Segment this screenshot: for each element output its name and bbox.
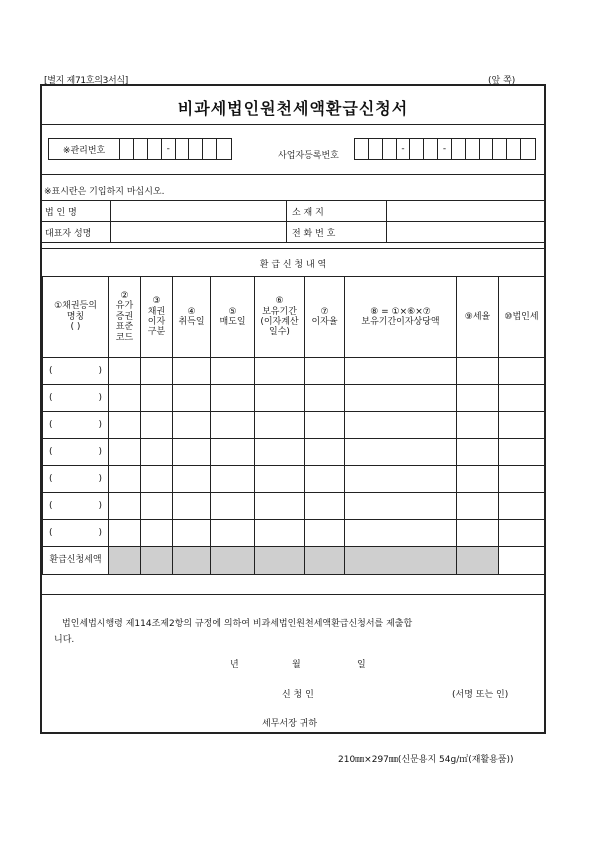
bond-name-cell[interactable]: ( ) (43, 439, 109, 466)
divider (42, 174, 544, 175)
corp-name-label: 법 인 명 (45, 208, 77, 218)
shaded-cell (173, 547, 211, 575)
shaded-cell (109, 547, 141, 575)
table-cell[interactable] (457, 385, 499, 412)
shaded-cell (255, 547, 305, 575)
bizreg-digit[interactable] (507, 139, 521, 159)
table-row (43, 493, 545, 520)
bond-name-cell[interactable]: ( ) (43, 412, 109, 439)
mgmt-digit[interactable] (189, 139, 203, 159)
table-cell[interactable] (345, 385, 457, 412)
refund-form (40, 84, 546, 734)
table-row (43, 520, 545, 547)
bizreg-digit[interactable] (383, 139, 397, 159)
shaded-cell (457, 547, 499, 575)
form-number: [별지 제71호의3서식] (44, 76, 129, 86)
col-sell-date: ⑤ 매도일 (211, 277, 255, 358)
bond-name-cell[interactable]: ( ) (43, 466, 109, 493)
table-cell[interactable] (109, 520, 141, 547)
table-cell[interactable] (345, 493, 457, 520)
table-cell[interactable] (109, 385, 141, 412)
bizreg-digit[interactable] (369, 139, 383, 159)
refund-details-table (42, 276, 545, 575)
bizreg-dash: - (438, 139, 452, 159)
shaded-cell (305, 547, 345, 575)
total-row (43, 547, 545, 575)
total-label: 환급신청세액 (43, 547, 109, 575)
divider (386, 200, 387, 242)
table-cell[interactable] (211, 358, 255, 385)
table-cell[interactable] (255, 466, 305, 493)
table-cell[interactable] (255, 439, 305, 466)
table-cell[interactable] (211, 520, 255, 547)
page-side-label: (앞 쪽) (488, 76, 516, 86)
table-cell[interactable] (173, 520, 211, 547)
applicant-label: 신 청 인 (282, 690, 314, 700)
table-cell[interactable] (211, 412, 255, 439)
col-corp-tax: ⑩법인세 (499, 277, 545, 358)
table-cell[interactable] (141, 385, 173, 412)
mgmt-digit[interactable] (148, 139, 162, 159)
mgmt-digit[interactable] (120, 139, 134, 159)
table-cell[interactable] (109, 358, 141, 385)
table-cell[interactable] (499, 412, 545, 439)
bond-name-cell[interactable]: ( ) (43, 358, 109, 385)
total-tax-input[interactable] (499, 547, 545, 575)
divider (110, 200, 111, 242)
table-cell[interactable] (255, 520, 305, 547)
table-cell[interactable] (499, 466, 545, 493)
table-cell[interactable] (499, 439, 545, 466)
bond-name-cell[interactable]: ( ) (43, 385, 109, 412)
table-cell[interactable] (499, 385, 545, 412)
col-bond-name: ①채권등의 명칭 ( ) (43, 277, 109, 358)
table-cell[interactable] (457, 466, 499, 493)
table-cell[interactable] (457, 493, 499, 520)
table-cell[interactable] (457, 412, 499, 439)
table-cell[interactable] (109, 439, 141, 466)
table-cell[interactable] (141, 466, 173, 493)
table-cell[interactable] (141, 439, 173, 466)
divider (42, 594, 544, 595)
table-cell[interactable] (173, 439, 211, 466)
mgmt-digit[interactable] (176, 139, 190, 159)
mgmt-digit[interactable] (203, 139, 217, 159)
table-cell[interactable] (141, 412, 173, 439)
table-row (43, 358, 545, 385)
mgmt-dash: - (162, 139, 176, 159)
declaration-line-1: 법인세법시행령 제114조제2항의 규정에 의하여 비과세법인원천세액환급신청서를 제출합 (62, 619, 413, 629)
table-cell[interactable] (499, 520, 545, 547)
col-security-code: ② 유가 증권 표준 코드 (109, 277, 141, 358)
table-cell[interactable] (255, 385, 305, 412)
table-cell[interactable] (499, 358, 545, 385)
col-interest-type: ③ 채권 이자 구분 (141, 277, 173, 358)
table-row (43, 412, 545, 439)
location-label: 소 재 지 (292, 208, 324, 218)
table-cell[interactable] (109, 466, 141, 493)
bizreg-dash: - (397, 139, 411, 159)
table-cell[interactable] (499, 493, 545, 520)
col-tax-rate: ⑨세율 (457, 277, 499, 358)
form-title: 비과세법인원천세액환급신청서 (177, 99, 409, 118)
bond-name-cell[interactable]: ( ) (43, 520, 109, 547)
mgmt-number-label: ※관리번호 (49, 139, 120, 159)
col-holding-period: ⑥ 보유기간 (이자계산 일수) (255, 277, 305, 358)
bizreg-number-field[interactable] (354, 138, 536, 160)
table-cell[interactable] (305, 466, 345, 493)
rep-name-label: 대표자 성명 (45, 229, 92, 239)
table-cell[interactable] (173, 466, 211, 493)
table-cell[interactable] (345, 358, 457, 385)
divider (42, 248, 544, 249)
divider (42, 124, 544, 125)
bizreg-label: 사업자등록번호 (278, 151, 339, 161)
table-cell[interactable] (305, 358, 345, 385)
table-cell[interactable] (305, 520, 345, 547)
table-cell[interactable] (305, 385, 345, 412)
section-title: 환 급 신 청 내 역 (259, 260, 327, 270)
bizreg-digit[interactable] (410, 139, 424, 159)
table-cell[interactable] (255, 358, 305, 385)
mgmt-digit[interactable] (134, 139, 148, 159)
table-cell[interactable] (211, 493, 255, 520)
table-cell[interactable] (211, 466, 255, 493)
table-cell[interactable] (211, 439, 255, 466)
bond-name-cell[interactable]: ( ) (43, 493, 109, 520)
bizreg-digit[interactable] (466, 139, 480, 159)
col-interest-rate: ⑦ 이자율 (305, 277, 345, 358)
table-cell[interactable] (141, 520, 173, 547)
divider (42, 221, 544, 222)
addressee: 세무서장 귀하 (262, 719, 318, 729)
phone-label: 전 화 번 호 (292, 229, 336, 239)
col-acquire-date: ④ 취득일 (173, 277, 211, 358)
table-cell[interactable] (173, 358, 211, 385)
divider (286, 200, 287, 242)
table-cell[interactable] (305, 412, 345, 439)
divider (42, 242, 544, 243)
table-cell[interactable] (305, 439, 345, 466)
table-row (43, 385, 545, 412)
date-month: 월 (292, 660, 301, 670)
shaded-cell (141, 547, 173, 575)
bizreg-digit[interactable] (452, 139, 466, 159)
table-row (43, 466, 545, 493)
date-day: 일 (357, 660, 366, 670)
table-cell[interactable] (211, 385, 255, 412)
table-cell[interactable] (345, 520, 457, 547)
shaded-cell (211, 547, 255, 575)
declaration-line-2: 니다. (54, 635, 75, 645)
table-cell[interactable] (457, 358, 499, 385)
bizreg-digit[interactable] (355, 139, 369, 159)
divider (42, 200, 544, 201)
bizreg-digit[interactable] (493, 139, 507, 159)
table-cell[interactable] (173, 412, 211, 439)
col-interest-amount: ⑧ = ①×⑥×⑦ 보유기간이자상당액 (345, 277, 457, 358)
mgmt-number-field[interactable] (48, 138, 232, 160)
table-cell[interactable] (345, 439, 457, 466)
table-cell[interactable] (255, 412, 305, 439)
table-cell[interactable] (345, 466, 457, 493)
table-cell[interactable] (457, 520, 499, 547)
bizreg-digit[interactable] (480, 139, 494, 159)
table-header-row (43, 277, 545, 358)
bizreg-digit[interactable] (424, 139, 438, 159)
table-cell[interactable] (141, 493, 173, 520)
table-cell[interactable] (173, 385, 211, 412)
notice-text: ※표시란은 기입하지 마십시오. (44, 187, 165, 197)
shaded-cell (345, 547, 457, 575)
table-cell[interactable] (305, 493, 345, 520)
signature-label: (서명 또는 인) (452, 690, 509, 700)
table-cell[interactable] (255, 493, 305, 520)
date-year: 년 (230, 660, 239, 670)
paper-spec: 210㎜×297㎜(신문용지 54g/㎡(재활용품)) (338, 755, 514, 765)
table-cell[interactable] (345, 412, 457, 439)
table-cell[interactable] (173, 493, 211, 520)
mgmt-digit[interactable] (217, 139, 231, 159)
bizreg-digit[interactable] (521, 139, 535, 159)
table-cell[interactable] (141, 358, 173, 385)
table-cell[interactable] (457, 439, 499, 466)
table-cell[interactable] (109, 493, 141, 520)
table-cell[interactable] (109, 412, 141, 439)
table-row (43, 439, 545, 466)
